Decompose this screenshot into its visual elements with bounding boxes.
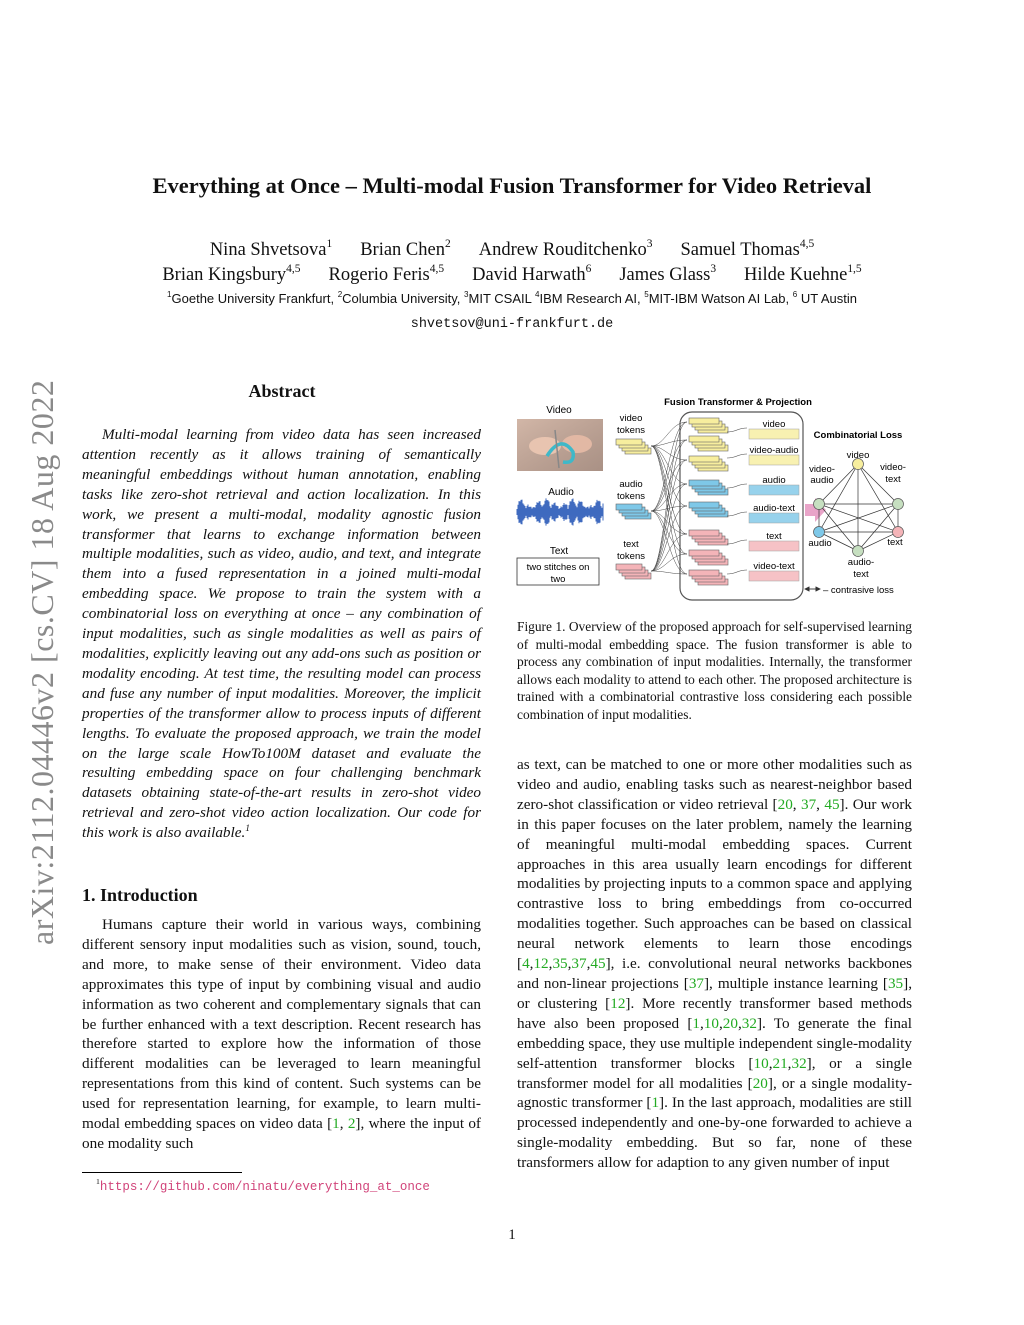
loss-node-label: video bbox=[846, 450, 870, 461]
citation-link[interactable]: 45 bbox=[824, 795, 840, 813]
author-line-2 bbox=[0, 265, 1024, 286]
body-text: ]. To generate the final embedding space, they use multiple independent single-modality self-attention transformer blocks [ bbox=[517, 1014, 912, 1072]
affiliation-number: 5 bbox=[644, 290, 649, 300]
right-column-text bbox=[517, 755, 912, 1173]
author-name: Andrew Rouditchenko bbox=[478, 240, 647, 260]
author-name: Hilde Kuehne bbox=[744, 265, 848, 285]
connection-line bbox=[651, 422, 687, 571]
audio-waveform bbox=[517, 498, 603, 525]
combinatorial-loss-graph bbox=[808, 450, 906, 580]
intro-text-a: Humans capture their world in various ways, combining different sensory input modalities such as vision, sound, touch, and more, to make sense of their environment. Video data approximates this type of input by combining visual and audio information as two coherent and complementary signals that can be further enhanced with a text description. Recent research has therefore started to explore how the information of those different modalities can be leveraged to learn meaningful representations from this kind of content. Such systems can be used for representation learning, for example, to learn multi-modal embedding spaces on video data [ bbox=[82, 916, 481, 1133]
loss-node-label: video- bbox=[809, 464, 835, 475]
text-token bbox=[616, 564, 642, 570]
author bbox=[680, 240, 814, 260]
loss-node bbox=[853, 546, 864, 557]
fusion-token bbox=[689, 436, 719, 442]
author-affiliation-mark: 4,5 bbox=[429, 263, 445, 276]
citation-link[interactable]: 37 bbox=[688, 974, 704, 992]
audio-token bbox=[616, 504, 642, 510]
text-token-stack bbox=[616, 564, 651, 579]
audio-token-stack bbox=[616, 504, 651, 519]
body-text: ]. Our work in this paper focuses on the later problem, namely the learning of meaningful multi-modal embedding spaces. Current approaches in this area usually learn encodings for different modalities by projecting inputs to a common space and applying contrastive loss to bring embeddings from co-occurred modalities together. Such approaches can be based on classical neural network elements to learn those encodings [ bbox=[517, 795, 913, 973]
affiliations bbox=[0, 291, 1024, 306]
citation-link[interactable]: 20 bbox=[722, 1014, 738, 1032]
output-label: video-text bbox=[753, 561, 795, 572]
loss-node bbox=[814, 499, 825, 510]
connection-line bbox=[651, 460, 687, 511]
loss-node-label: audio bbox=[808, 538, 832, 549]
author-name: Nina Shvetsova bbox=[209, 240, 327, 260]
body-text: ], or clustering [ bbox=[517, 974, 912, 1012]
citation-link[interactable]: 1 bbox=[332, 1115, 340, 1133]
loss-legend: – contrasive loss bbox=[823, 585, 894, 596]
body-text: , bbox=[699, 1014, 704, 1032]
author bbox=[360, 240, 451, 260]
body-text: ], or a single modality-agnostic transformer [ bbox=[517, 1074, 913, 1112]
output-connector bbox=[727, 570, 747, 574]
abstract-heading: Abstract bbox=[248, 381, 316, 401]
citation-link[interactable]: 35 bbox=[887, 974, 904, 992]
affiliation-name: MIT CSAIL bbox=[468, 291, 535, 306]
fusion-token bbox=[689, 456, 719, 462]
loss-node bbox=[893, 499, 904, 510]
citation-link[interactable]: 1 bbox=[692, 1014, 700, 1032]
label-video-tokens-2: tokens bbox=[617, 425, 645, 436]
affiliation-number: 4 bbox=[534, 290, 540, 300]
citation-link[interactable]: 35 bbox=[552, 955, 568, 973]
citation-link[interactable]: 20 bbox=[777, 795, 793, 813]
author-name: Brian Chen bbox=[360, 240, 445, 260]
output-label: video bbox=[762, 419, 786, 430]
affiliation-number: 1 bbox=[167, 290, 172, 300]
citation-link[interactable]: 37 bbox=[800, 795, 817, 813]
label-text-input: Text bbox=[549, 546, 569, 557]
fusion-token bbox=[689, 502, 719, 508]
citation-link[interactable]: 12 bbox=[533, 955, 549, 973]
author-affiliation-mark: 4,5 bbox=[286, 263, 301, 276]
abstract-text: Multi-modal learning from video data has seen increased attention recently as it allows training of semantically meaningful embeddings without human annotation, enabling tasks like zero-shot retrieval and action localization. In this work, we present a multi-modal, modality agnostic fusion transformer that learns to exchange information between multiple modalities, such as video, audio, and text, and integrate them into a fused representation in a joined multi-modal embedding space. We propose to train the system with a combinatorial loss on everything at once – any combination of input modalities, such as single modalities as well as pairs of modalities, explicitly leaving out any add-ons such as position or modality encoding. At test time, the resulting model can process and fuse any number of input modalities. Moreover, the implicit properties of the transformer allow to process inputs of different lengths. To evaluate the proposed approach, we train the model on the large scale HowTo100M dataset and evaluate the resulting embedding space on four challenging benchmark datasets obtaining state-of-the-art results in zero-shot video retrieval and zero-shot video action localization. Our code for this work is also available. bbox=[82, 426, 481, 842]
arxiv-stamp bbox=[14, 345, 70, 945]
citation-link[interactable]: 32 bbox=[791, 1054, 807, 1072]
citation-link[interactable]: 1 bbox=[651, 1094, 660, 1112]
arxiv-id: arXiv:2112.04446v2 [cs.CV] 18 Aug 2022 bbox=[24, 379, 60, 945]
body-text: ]. In the last approach, modalities are still processed independently and one-by-one forwarded to achieve a single-modality embedding. But so far, none of these transformers allow for adaption to any given number of input bbox=[517, 1094, 913, 1172]
footnote-ref[interactable]: 1 bbox=[245, 823, 250, 834]
author-name: David Harwath bbox=[472, 265, 586, 285]
citation-link[interactable]: 10 bbox=[753, 1054, 769, 1072]
body-text: , bbox=[792, 795, 801, 813]
loss-node-label: text bbox=[885, 474, 901, 485]
footnote-number: 1 bbox=[96, 1177, 100, 1187]
body-text: , bbox=[586, 955, 591, 973]
text-example-line1: two stitches on bbox=[526, 562, 590, 573]
author-name: Samuel Thomas bbox=[680, 240, 800, 260]
output-embedding bbox=[749, 485, 799, 495]
author-name: Rogerio Feris bbox=[328, 265, 430, 285]
affiliation-number: 2 bbox=[337, 290, 343, 300]
fusion-token bbox=[689, 570, 719, 576]
author bbox=[472, 265, 591, 285]
output-embedding bbox=[749, 429, 799, 439]
affiliation-name: Columbia University, bbox=[342, 291, 465, 306]
citation-link[interactable]: 4 bbox=[522, 955, 530, 973]
fusion-token bbox=[689, 550, 719, 556]
author-affiliation-mark: 1 bbox=[326, 238, 333, 251]
text-example-line2: two bbox=[550, 574, 566, 585]
body-text: ]. More recently transformer based methods have also been proposed [ bbox=[517, 994, 912, 1032]
label-text-tokens-2: tokens bbox=[617, 551, 645, 562]
loss-node-label: text bbox=[853, 569, 869, 580]
author-name: James Glass bbox=[619, 265, 711, 285]
citation-link[interactable]: 12 bbox=[610, 994, 626, 1012]
loss-node bbox=[814, 527, 825, 538]
output-embedding bbox=[749, 571, 799, 581]
loss-node-label: video- bbox=[880, 462, 906, 473]
affiliation-name: Goethe University Frankfurt, bbox=[171, 291, 338, 306]
footnote-url[interactable]: https://github.com/ninatu/everything_at_once bbox=[99, 1180, 430, 1194]
loss-node-label: text bbox=[887, 537, 903, 548]
output-label: video-audio bbox=[749, 445, 799, 456]
fusion-token-stacks bbox=[689, 418, 728, 585]
footnote bbox=[96, 1179, 430, 1194]
body-text: , bbox=[768, 1054, 773, 1072]
output-label: text bbox=[766, 531, 782, 542]
citation-link[interactable]: 45 bbox=[590, 955, 606, 973]
intro-text-b: ], where the input of one modality such bbox=[82, 1115, 481, 1152]
fusion-title: Fusion Transformer & Projection bbox=[664, 397, 812, 408]
body-text: , bbox=[548, 955, 553, 973]
body-text: , bbox=[567, 955, 572, 973]
label-text-tokens-1: text bbox=[623, 539, 639, 550]
affiliation-name: UT Austin bbox=[797, 291, 857, 306]
video-token bbox=[616, 439, 642, 445]
waveform-path bbox=[517, 498, 603, 525]
output-connector bbox=[727, 454, 747, 458]
loss-node bbox=[893, 527, 904, 538]
citation-link[interactable]: 37 bbox=[571, 955, 587, 973]
label-audio-tokens-2: tokens bbox=[617, 491, 645, 502]
author-affiliation-mark: 6 bbox=[585, 263, 592, 276]
intro-heading: 1. Introduction bbox=[82, 885, 198, 905]
author-name: Brian Kingsbury bbox=[162, 265, 287, 285]
affiliation-number: 6 bbox=[792, 290, 798, 300]
label-video-tokens-1: video bbox=[619, 413, 643, 424]
label-audio-tokens-1: audio bbox=[619, 479, 643, 490]
paper-title: Everything at Once – Multi-modal Fusion Transformer for Video Retrieval bbox=[152, 173, 872, 198]
contact-email[interactable]: shvetsov@uni-frankfurt.de bbox=[410, 317, 614, 332]
author-affiliation-mark: 3 bbox=[646, 238, 653, 251]
citation-link[interactable]: 10 bbox=[703, 1014, 719, 1032]
output-connector bbox=[727, 540, 747, 544]
citation-link[interactable]: 20 bbox=[752, 1074, 768, 1092]
video-thumbnail bbox=[517, 419, 603, 471]
footnote-divider bbox=[82, 1172, 242, 1173]
citation-link[interactable]: 32 bbox=[741, 1014, 757, 1032]
output-connector bbox=[727, 428, 747, 432]
video-token-stack bbox=[616, 439, 651, 454]
intro-body: Humans capture their world in various ways, combining different sensory input modalities such as vision, sound, touch, and more, to make sense of their environment. Video data approximates this type of input by combining visual and audio information as two coherent and complementary signals that can be further enhanced with a text description. Recent research has therefore started to explore how the information of those different modalities can be leveraged to learn meaningful representations from this kind of content. Such systems can be used for representation learning, for example, to learn multi-modal embedding spaces on video data [1, 2], where the input of one modality such bbox=[82, 916, 481, 1152]
fusion-token bbox=[689, 480, 719, 486]
page-number: 1 bbox=[508, 1227, 516, 1243]
author-affiliation-mark: 4,5 bbox=[799, 238, 815, 251]
loss-title: Combinatorial Loss bbox=[813, 430, 903, 441]
author bbox=[162, 265, 300, 285]
figure-caption: Figure 1. Overview of the proposed approach for self-supervised learning of multi-modal embedding space. The fusion transformer is able to process any combination of input modalities. Internally, the transformer allows each modality to attend to each other. The proposed architecture is trained with a combinatorial contrastive loss considering each possible combination of input modalities. bbox=[517, 619, 912, 722]
author bbox=[619, 265, 716, 285]
output-embedding bbox=[749, 455, 799, 465]
abstract-body bbox=[82, 425, 481, 843]
affiliation-name: MIT-IBM Watson AI Lab, bbox=[648, 291, 793, 306]
output-label: audio-text bbox=[753, 503, 795, 514]
loss-node-label: audio bbox=[810, 475, 834, 486]
output-connector bbox=[727, 512, 747, 516]
output-embedding bbox=[749, 513, 799, 523]
fusion-token bbox=[689, 418, 719, 424]
body-text: , bbox=[737, 1014, 742, 1032]
output-connector bbox=[727, 484, 747, 488]
author-affiliation-mark: 1,5 bbox=[847, 263, 862, 276]
author-affiliation-mark: 3 bbox=[710, 263, 717, 276]
affiliation-number: 3 bbox=[464, 290, 469, 300]
author-affiliation-mark: 2 bbox=[444, 238, 451, 251]
body-text: as text, can be matched to one or more other modalities such as video and audio, enabling tasks such as nearest-neighbor based zero-shot classification or video retrieval [ bbox=[517, 756, 912, 813]
citation-link[interactable]: 21 bbox=[772, 1054, 788, 1072]
body-text: , bbox=[718, 1014, 723, 1032]
author bbox=[329, 265, 445, 285]
output-label: audio bbox=[762, 475, 786, 486]
loss-node-label: audio- bbox=[847, 557, 875, 568]
label-audio-input: Audio bbox=[548, 487, 574, 498]
figure-1-diagram bbox=[515, 394, 915, 606]
author bbox=[479, 240, 653, 260]
label-video-input: Video bbox=[546, 405, 572, 416]
body-text: ], i.e. convolutional neural networks backbones and non-linear projections [ bbox=[517, 955, 912, 992]
fusion-outputs bbox=[727, 419, 799, 581]
fusion-connections bbox=[651, 422, 687, 574]
body-text: ], or a single transformer model for all modalities [ bbox=[517, 1054, 912, 1092]
affiliation-name: IBM Research AI, bbox=[539, 291, 645, 306]
output-embedding bbox=[749, 541, 799, 551]
body-text: , bbox=[816, 795, 825, 813]
author bbox=[210, 240, 332, 260]
citation-link[interactable]: 2 bbox=[347, 1115, 356, 1133]
fusion-token bbox=[689, 530, 719, 536]
body-text: ], multiple instance learning [ bbox=[704, 974, 888, 992]
body-text: , bbox=[529, 955, 534, 973]
author bbox=[744, 265, 862, 285]
body-text: , bbox=[787, 1054, 792, 1072]
author-line-1 bbox=[0, 240, 1024, 261]
